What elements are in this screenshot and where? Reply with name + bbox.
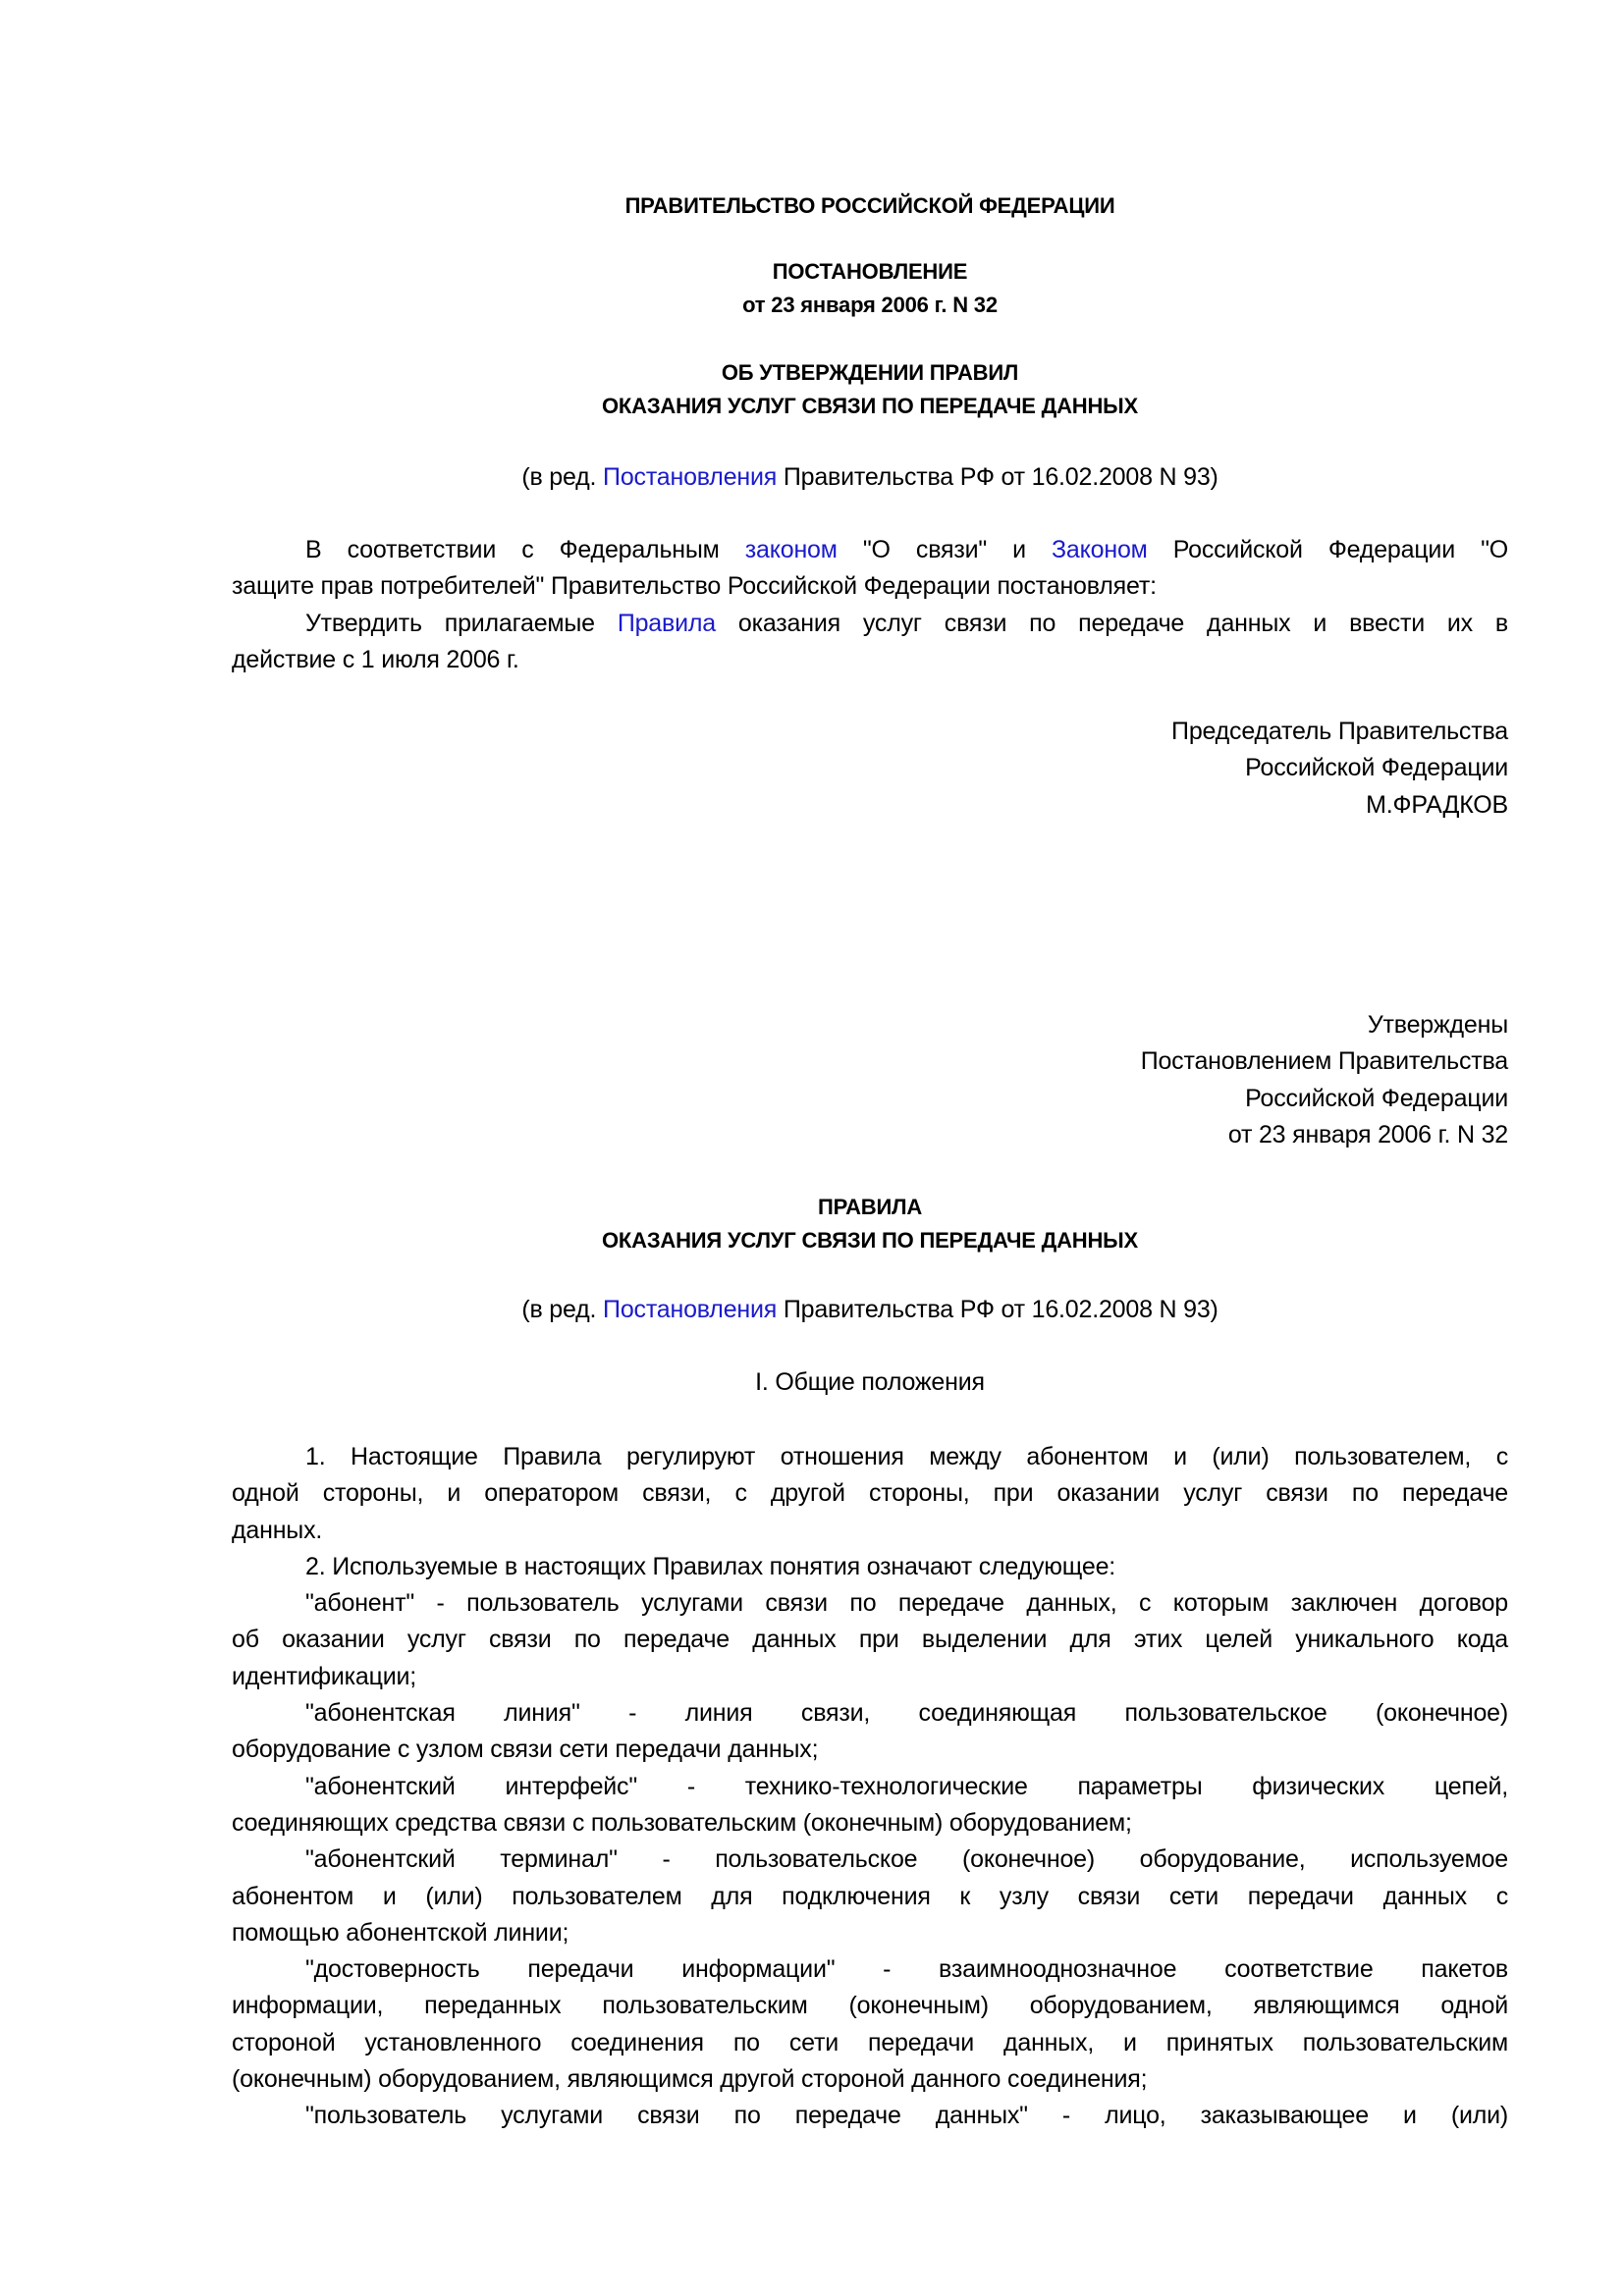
text-line bbox=[232, 606, 1508, 642]
text-line bbox=[232, 1439, 1508, 1475]
text-segment: (в ред. bbox=[521, 463, 604, 491]
text-segment: М.ФРАДКОВ bbox=[1366, 790, 1508, 819]
text-line bbox=[232, 459, 1508, 496]
text-segment: ОКАЗАНИЯ УСЛУГ СВЯЗИ ПО ПЕРЕДАЧЕ ДАННЫХ bbox=[602, 1228, 1138, 1253]
signature bbox=[232, 714, 1508, 824]
text-line bbox=[232, 2098, 1508, 2134]
rules-edition-note bbox=[232, 1292, 1508, 1328]
document-link[interactable]: Постановления bbox=[603, 1296, 778, 1323]
document-link[interactable]: Законом bbox=[1052, 536, 1148, 563]
text-segment: абонентом и (или) пользователем для подключения к узлу связи сети передачи данных с bbox=[232, 1882, 1508, 1910]
text-line bbox=[232, 356, 1508, 390]
text-segment: Российской Федерации bbox=[1245, 1084, 1508, 1112]
text-segment: Постановлением Правительства bbox=[1140, 1047, 1508, 1076]
text-segment: помощью абонентской линии; bbox=[232, 1918, 569, 1947]
text-segment: об оказании услуг связи по передаче данных при выделении для этих целей уникального кода bbox=[232, 1626, 1508, 1654]
text-segment: "достоверность передачи информации" - взаимнооднозначное соответствие пакетов bbox=[305, 1955, 1508, 1984]
text-segment: В соответствии с Федеральным bbox=[305, 536, 745, 563]
text-line bbox=[232, 1732, 1508, 1768]
text-line bbox=[232, 255, 1508, 289]
text-segment: Утверждены bbox=[1367, 1011, 1508, 1039]
text-segment: защите прав потребителей" Правительство Российской Федерации постановляет: bbox=[232, 572, 1157, 601]
text-segment: "абонентский терминал" - пользовательское (оконечное) оборудование, используемое bbox=[305, 1845, 1508, 1874]
text-line bbox=[232, 750, 1508, 786]
text-segment: ПОСТАНОВЛЕНИЕ bbox=[772, 259, 968, 284]
text-line bbox=[232, 1769, 1508, 1805]
text-segment: ОКАЗАНИЯ УСЛУГ СВЯЗИ ПО ПЕРЕДАЧЕ ДАННЫХ bbox=[602, 394, 1138, 418]
text-segment: Правительства РФ от 16.02.2008 N 93) bbox=[777, 1296, 1218, 1323]
text-line bbox=[232, 1475, 1508, 1512]
text-line bbox=[232, 1951, 1508, 1988]
section-heading bbox=[232, 1364, 1508, 1401]
government-name bbox=[232, 189, 1508, 223]
text-segment: "абонентская линия" - линия связи, соединяющая пользовательское (оконечное) bbox=[305, 1699, 1508, 1728]
text-segment: 2. Используемые в настоящих Правилах понятия означают следующее: bbox=[305, 1552, 1116, 1580]
text-segment: ПРАВИЛА bbox=[817, 1195, 923, 1219]
decree-heading bbox=[232, 255, 1508, 322]
text-segment: Правительства РФ от 16.02.2008 N 93) bbox=[777, 463, 1218, 491]
text-line bbox=[232, 532, 1508, 568]
text-line bbox=[232, 787, 1508, 824]
text-segment: I. Общие положения bbox=[755, 1368, 985, 1396]
text-segment: стороной установленного соединения по сети передачи данных, и принятых пользовательским bbox=[232, 2028, 1508, 2056]
text-segment: Российской Федерации bbox=[1245, 754, 1508, 782]
text-segment: оборудование с узлом связи сети передачи данных; bbox=[232, 1735, 819, 1764]
text-segment: Председатель Правительства bbox=[1171, 718, 1508, 745]
approval-stamp bbox=[232, 1007, 1508, 1153]
document-link[interactable]: Постановления bbox=[603, 463, 778, 491]
text-segment: 1. Настоящие Правила регулируют отношения между абонентом и (или) пользователем, с bbox=[305, 1443, 1508, 1470]
text-segment: оказания услуг связи по передаче данных и ввести их в bbox=[715, 609, 1508, 637]
text-line bbox=[232, 1915, 1508, 1951]
text-segment: ОБ УТВЕРЖДЕНИИ ПРАВИЛ bbox=[721, 360, 1019, 385]
text-line bbox=[232, 289, 1508, 322]
text-line bbox=[232, 2025, 1508, 2061]
text-segment: "абонент" - пользователь услугами связи по передаче данных, с которым заключен договор bbox=[305, 1589, 1508, 1618]
text-segment: информации, переданных пользовательским (оконечным) оборудованием, являющимся одной bbox=[232, 1992, 1508, 2020]
text-segment: (оконечным) оборудованием, являющимся другой стороной данного соединения; bbox=[232, 2065, 1148, 2094]
text-segment: Утвердить прилагаемые bbox=[305, 609, 618, 637]
text-segment: одной стороны, и оператором связи, с другой стороны, при оказании услуг связи по передаче bbox=[232, 1479, 1508, 1508]
text-segment: "О связи" и bbox=[837, 536, 1053, 563]
text-line bbox=[232, 189, 1508, 223]
text-segment: (в ред. bbox=[521, 1296, 604, 1323]
text-segment: идентификации; bbox=[232, 1662, 416, 1690]
text-line bbox=[232, 1191, 1508, 1224]
text-line bbox=[232, 1695, 1508, 1732]
rules-body bbox=[232, 1439, 1508, 2135]
text-line bbox=[232, 390, 1508, 423]
text-segment: "абонентский интерфейс" - технико-технологические параметры физических цепей, bbox=[305, 1772, 1508, 1800]
text-line bbox=[232, 1117, 1508, 1153]
text-line bbox=[232, 1224, 1508, 1257]
text-segment: действие с 1 июля 2006 г. bbox=[232, 645, 519, 673]
text-line bbox=[232, 1292, 1508, 1328]
text-segment: Российской Федерации "О bbox=[1147, 536, 1508, 563]
edition-note bbox=[232, 459, 1508, 496]
text-line bbox=[232, 1081, 1508, 1117]
decree-title bbox=[232, 356, 1508, 423]
rules-title bbox=[232, 1191, 1508, 1257]
preamble bbox=[232, 532, 1508, 678]
text-segment: от 23 января 2006 г. N 32 bbox=[1227, 1120, 1508, 1148]
text-line bbox=[232, 1879, 1508, 1915]
text-segment: соединяющих средства связи с пользовательским (оконечным) оборудованием; bbox=[232, 1808, 1132, 1837]
text-line bbox=[232, 1622, 1508, 1658]
text-line bbox=[232, 1988, 1508, 2024]
document-link[interactable]: законом bbox=[744, 536, 838, 563]
document-link[interactable]: Правила bbox=[617, 609, 716, 637]
text-line bbox=[232, 1549, 1508, 1585]
text-line bbox=[232, 1513, 1508, 1549]
text-segment: ПРАВИТЕЛЬСТВО РОССИЙСКОЙ ФЕДЕРАЦИИ bbox=[624, 193, 1115, 218]
text-line bbox=[232, 1842, 1508, 1878]
text-line bbox=[232, 642, 1508, 678]
text-line bbox=[232, 714, 1508, 750]
text-line bbox=[232, 1585, 1508, 1622]
text-line bbox=[232, 1007, 1508, 1043]
text-segment: "пользователь услугами связи по передаче данных" - лицо, заказывающее и (или) bbox=[305, 2102, 1508, 2130]
text-line bbox=[232, 1805, 1508, 1842]
text-segment: от 23 января 2006 г. N 32 bbox=[742, 293, 998, 317]
text-line bbox=[232, 568, 1508, 605]
text-line bbox=[232, 1659, 1508, 1695]
text-line bbox=[232, 1364, 1508, 1401]
text-segment: данных. bbox=[232, 1516, 323, 1544]
text-line bbox=[232, 2061, 1508, 2098]
text-line bbox=[232, 1043, 1508, 1080]
